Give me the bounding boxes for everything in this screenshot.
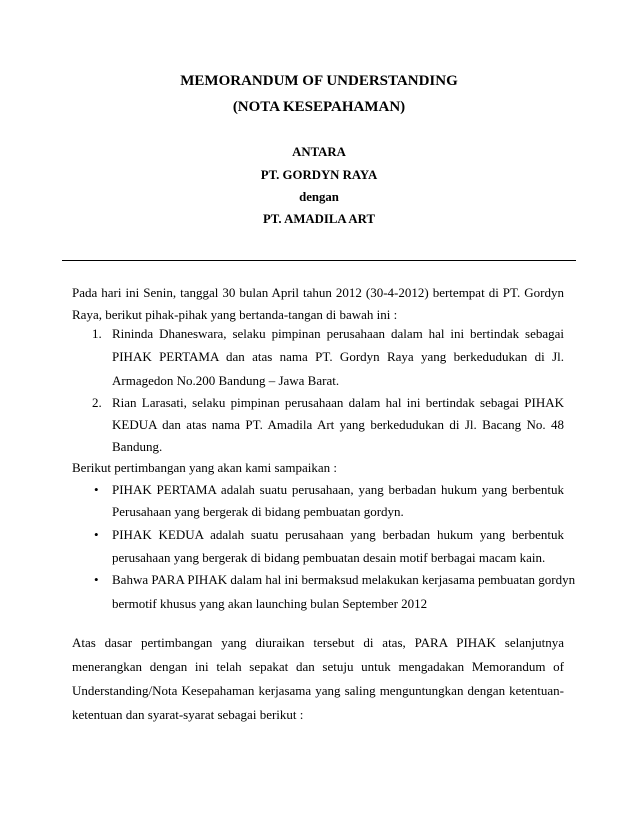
signatory-1-line: Rininda Dhaneswara, selaku pimpinan perusahaan dalam hal ini bertindak sebagai — [112, 326, 564, 341]
list-marker: 2. — [92, 395, 102, 410]
party-1-name: PT. GORDYN RAYA — [260, 168, 378, 182]
intro-line: Raya, berikut pihak-pihak yang bertanda-tangan di bawah ini : — [72, 307, 398, 322]
title-line-1: MEMORANDUM OF UNDERSTANDING — [180, 73, 458, 89]
antara-label: ANTARA — [292, 145, 346, 159]
signatory-2-line: Rian Larasati, selaku pimpinan perusahaan dalam hal ini bertindak sebagai PIHAK — [112, 395, 564, 410]
signatory-1-line: PIHAK PERTAMA dan atas nama PT. Gordyn Raya yang berkedudukan di Jl. — [112, 349, 564, 364]
consideration-1-line: PIHAK PERTAMA adalah suatu perusahaan, yang berbadan hukum yang berbentuk — [112, 482, 564, 497]
party-2-name: PT. AMADILA ART — [262, 212, 375, 226]
title-line-2: (NOTA KESEPAHAMAN) — [232, 99, 406, 115]
intro-line: Pada hari ini Senin, tanggal 30 bulan April tahun 2012 (30-4-2012) bertempat di PT. Gordyn — [72, 285, 564, 300]
closing-line: Understanding/Nota Kesepahaman kerjasama yang saling menguntungkan dengan ketentuan- — [72, 683, 564, 698]
closing-line: menerangkan dengan ini telah sepakat dan setuju untuk mengadakan Memorandum of — [72, 659, 564, 674]
list-marker: 1. — [92, 326, 102, 341]
dengan-label: dengan — [299, 190, 339, 204]
signatory-2-line: KEDUA dan atas nama PT. Amadila Art yang berkedudukan di Jl. Bacang No. 48 — [112, 417, 564, 432]
bullet-icon: • — [94, 527, 99, 542]
signatory-1-line: Armagedon No.200 Bandung – Jawa Barat. — [112, 373, 340, 388]
closing-line: ketentuan dan syarat-syarat sebagai berikut : — [72, 707, 304, 722]
consideration-1-line: Perusahaan yang bergerak di bidang pembuatan gordyn. — [112, 504, 404, 519]
signatory-2-line: Bandung. — [112, 439, 163, 454]
consideration-3-line: bermotif khusus yang akan launching bulan September 2012 — [112, 596, 428, 611]
consideration-2-line: perusahaan yang bergerak di bidang pembuatan desain motif berbagai macam kain. — [112, 550, 546, 565]
horizontal-divider — [62, 260, 576, 261]
consideration-2-line: PIHAK KEDUA adalah suatu perusahaan yang berbadan hukum yang berbentuk — [112, 527, 564, 542]
consideration-3-line: Bahwa PARA PIHAK dalam hal ini bermaksud melakukan kerjasama pembuatan gordyn — [112, 572, 576, 587]
considerations-intro: Berikut pertimbangan yang akan kami sampaikan : — [72, 460, 337, 475]
closing-line: Atas dasar pertimbangan yang diuraikan tersebut di atas, PARA PIHAK selanjutnya — [72, 635, 564, 650]
bullet-icon: • — [94, 572, 99, 587]
bullet-icon: • — [94, 482, 99, 497]
